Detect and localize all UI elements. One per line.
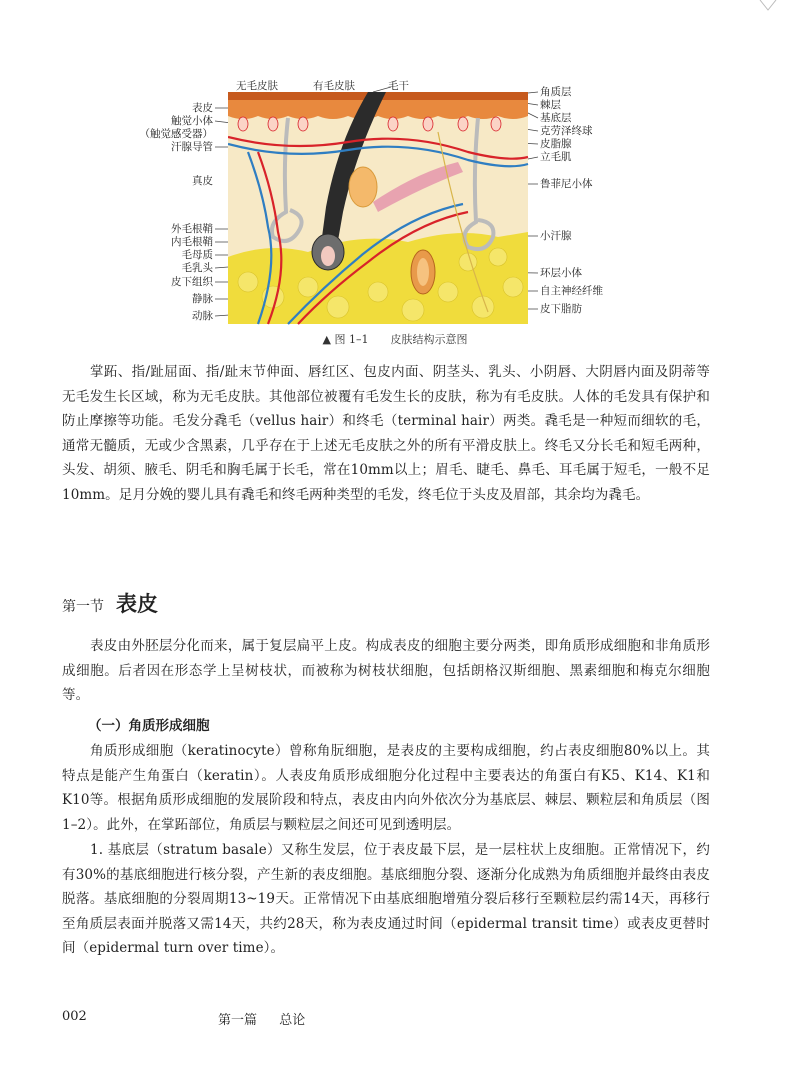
footer-part-label: 第一篇 <box>218 1013 258 1028</box>
section-heading <box>62 588 158 618</box>
paragraph-hairless-skin: 掌跖、指/趾屈面、指/趾末节伸面、唇红区、包皮内面、阴茎头、乳头、小阴唇、大阴唇内面及阴蒂等无毛发生长区域，称为无毛皮肤。其他部位被覆有毛发生长的皮肤，称为有毛皮肤。人体的毛发具有保护和防止摩擦等功能。毛发分毳毛（vellus hair）和终毛（terminal hair）两类。毳毛是一种短而细软的毛，通常无髓质，无或少含黑素，几乎存在于上述无毛皮肤之外的所有平滑皮肤上。终毛又分长毛和短毛两种，头发、胡须、腋毛、阴毛和胸毛属于长毛，常在10mm以上；眉毛、睫毛、鼻毛、耳毛属于短毛，一般不足10mm。足月分娩的婴儿具有毳毛和终毛两种类型的毛发，终毛位于头皮及眉部，其余均为毳毛。 <box>62 364 710 503</box>
label-basal-layer: 基底层 <box>540 112 572 124</box>
label-subcutis: 皮下组织 <box>171 276 213 288</box>
label-dermal-papilla: 毛乳头 <box>181 262 213 274</box>
label-arrector-pili: 立毛肌 <box>540 151 572 163</box>
footer-part-title: 总论 <box>279 1013 306 1028</box>
subheading-keratinocyte: （一）角质形成细胞 <box>88 718 210 734</box>
label-outer-root-sheath: 外毛根鞘 <box>171 223 213 235</box>
label-spinous-layer: 棘层 <box>540 99 561 111</box>
label-epidermis: 表皮 <box>192 102 213 114</box>
paragraph-keratinocyte: 角质形成细胞（keratinocyte）曾称角朊细胞，是表皮的主要构成细胞，约占表皮细胞80%以上。其特点是能产生角蛋白（keratin）。人表皮角质形成细胞分化过程中主要表达的角蛋白有K5、K14、K1和K10等。根据角质形成细胞的发展阶段和特点，表皮由内向外依次分为基底层、棘层、颗粒层和角质层（图1–2）。此外，在掌跖部位，角质层与颗粒层之间还可见到透明层。 <box>62 743 710 833</box>
label-vein: 静脉 <box>192 293 213 305</box>
skin-structure-figure <box>58 80 618 346</box>
label-dermis: 真皮 <box>192 175 213 187</box>
label-subcutaneous-fat: 皮下脂肪 <box>540 303 582 315</box>
label-sweat-duct: 汗腺导管 <box>171 141 213 153</box>
label-meissner-corpuscle: 触觉小体 <box>171 115 213 127</box>
label-krause-bulb: 克劳泽终球 <box>540 125 593 137</box>
footer-part <box>218 1009 305 1028</box>
figure-title: 皮肤结构示意图 <box>390 333 468 346</box>
page-number: 002 <box>62 1009 87 1024</box>
paragraph-basal-layer: 1. 基底层（stratum basale）又称生发层，位于表皮最下层，是一层柱状上皮细胞。正常情况下，约有30%的基底细胞进行核分裂，产生新的表皮细胞。基底细胞分裂、逐渐分化成熟为角质细胞并最终由表皮脱落。基底细胞的分裂周期13~19天。正常情况下由基底细胞增殖分裂后移行至颗粒层约需14天，再移行至角质层表面并脱落又需14天，共约28天，称为表皮通过时间（epidermal transit time）或表皮更替时间（epidermal turn over time）。 <box>62 842 710 957</box>
label-autonomic-nerve: 自主神经纤维 <box>540 285 603 297</box>
skin-cross-section-illustration <box>228 92 585 330</box>
label-hair-shaft: 毛干 <box>388 80 409 92</box>
label-sebaceous-gland: 皮脂腺 <box>540 138 572 150</box>
label-hairy-skin: 有毛皮肤 <box>313 80 355 92</box>
label-hair-matrix: 毛母质 <box>181 249 213 261</box>
section-label: 第一节 <box>62 599 104 615</box>
label-ruffini-corpuscle: 鲁菲尼小体 <box>540 178 593 190</box>
label-pacinian-corpuscle: 环层小体 <box>540 267 582 279</box>
section-title: 表皮 <box>116 592 158 616</box>
figure-number: ▲ 图 1–1 <box>322 333 369 346</box>
crop-mark-icon <box>754 0 778 14</box>
label-stratum-corneum: 角质层 <box>540 86 572 98</box>
paragraph-epidermis-intro: 表皮由外胚层分化而来，属于复层扁平上皮。构成表皮的细胞主要分两类，即角质形成细胞和非角质形成细胞。后者因在形态学上呈树枝状，而被称为树枝状细胞，包括朗格汉斯细胞、黑素细胞和梅克尔细胞等。 <box>62 638 710 704</box>
label-eccrine-gland: 小汗腺 <box>540 230 572 242</box>
label-artery: 动脉 <box>192 310 213 322</box>
figure-caption <box>0 331 790 347</box>
label-inner-root-sheath: 内毛根鞘 <box>171 236 213 248</box>
label-hairless-skin: 无毛皮肤 <box>236 80 278 92</box>
label-touch-receptor: （触觉感受器） <box>139 128 213 140</box>
